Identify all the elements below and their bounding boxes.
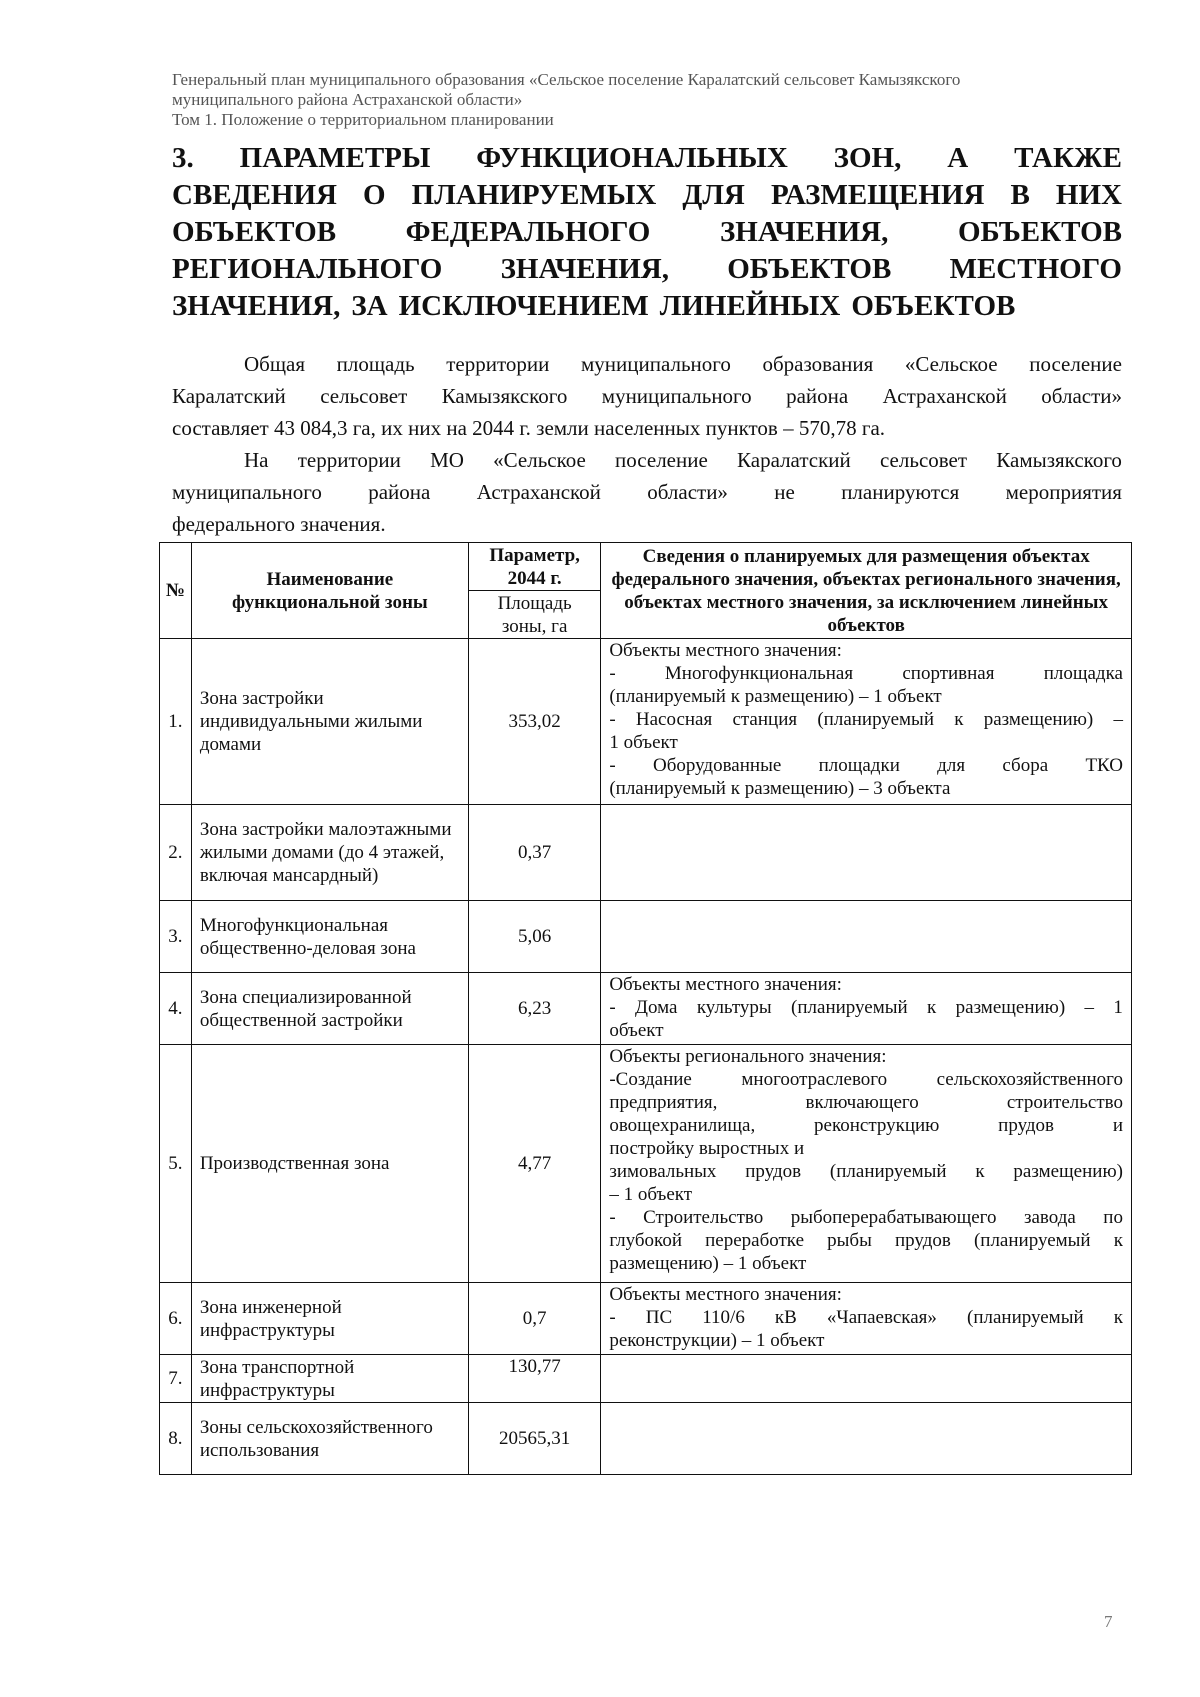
planned-object-word: размещению) [983,709,1094,730]
planned-object-line: постройку выростных и [609,1138,805,1159]
paragraph-line [172,508,1122,540]
paragraph-word: района [786,384,849,408]
paragraph-line [172,412,1122,444]
paragraph-word: муниципального [581,352,731,376]
heading-word: ДЛЯ [682,179,745,211]
table-row [160,973,1132,1045]
heading-word: ЛИНЕЙНЫХ [659,290,841,322]
heading-line [172,288,1122,325]
heading-word: РАЗМЕЩЕНИЯ [770,179,985,211]
paragraph-word: района [368,480,431,504]
heading-word: ИСКЛЮЧЕНИЕМ [398,290,649,322]
zone-planned-objects [601,973,1132,1045]
zone-number: 7. [160,1355,192,1403]
planned-object-line: – 1 объект [609,1184,693,1205]
planned-object-word: ПС [645,1307,673,1328]
heading-line [172,140,1122,177]
zone-name: Производственная зона [191,1045,468,1283]
table-row [160,1355,1132,1403]
table-row [160,1045,1132,1283]
planned-object-word: сельскохозяйственного [936,1069,1123,1090]
col-header-area: Площадь зоны, га [468,591,600,639]
col-header-name: Наименование функциональной зоны [191,543,468,639]
planned-object-line [609,1160,1123,1183]
planned-object-word: (планируемый [973,1230,1091,1251]
heading-word: ОБЪЕКТОВ [851,290,1016,322]
page-number: 7 [1104,1612,1113,1631]
planned-object-word: - [609,709,616,730]
planned-object-word: прудов [745,1161,802,1182]
zone-name: Зона застройки индивидуальными жилыми домами [191,639,468,805]
heading-word: В [1010,179,1030,211]
planned-object-word: - [609,1307,616,1328]
planned-object-word: (планируемый [817,709,934,730]
planned-object-word: Оборудованные [652,755,782,776]
planned-object-word: рыбоперерабатывающего [790,1207,997,1228]
body-text [172,348,1122,540]
planned-object-word: Насосная [635,709,713,730]
planned-object-line [609,754,1123,777]
heading-word: О [363,179,386,211]
paragraph-word: «Сельское [904,352,998,376]
planned-object-line [609,662,1123,685]
planned-object-word: к [1113,1230,1123,1251]
paragraph-word: Астраханской [882,384,1007,408]
heading-word: МЕСТНОГО [949,253,1122,285]
paragraph-word: территории [446,352,550,376]
col-header-param: Параметр, 2044 г. [468,543,600,591]
paragraph-word: Общая [244,352,306,376]
paragraph-word: Каралатский [172,384,286,408]
paragraph-word: территории [297,448,401,472]
zone-planned-objects [601,1355,1132,1403]
planned-object-line [609,1091,1123,1114]
zone-area: 130,77 [468,1355,600,1403]
paragraph-line [172,444,1122,476]
heading-word: А [947,142,969,174]
col-header-info: Сведения о планируемых для размещения объектах федерального значения, объектах регионального значения, объектах местного значения, за исключением линейных объектов [601,543,1132,639]
zone-number: 5. [160,1045,192,1283]
planned-object-line [609,708,1123,731]
planned-object-word: станция [732,709,798,730]
heading-word: СВЕДЕНИЯ [172,179,337,211]
zone-number: 4. [160,973,192,1045]
paragraph-word: сельсовет [320,384,408,408]
paragraph-word: муниципального [601,384,752,408]
paragraph-word: муниципального [172,480,322,504]
planned-object-line [609,1114,1123,1137]
heading-line [172,214,1122,251]
planned-object-word: Многофункциональная [664,663,854,684]
heading-line [172,177,1122,214]
paragraph-word: мероприятия [1005,480,1122,504]
planned-object-word: спортивная [902,663,995,684]
planned-object-word: (планируемый [829,1161,947,1182]
zone-area: 4,77 [468,1045,600,1283]
section-heading [172,140,1122,325]
planned-object-word: предприятия, [609,1092,718,1113]
header-line: Том 1. Положение о территориальном планировании [172,110,554,129]
table-row [160,1283,1132,1355]
paragraph-word: федерального значения. [172,512,386,536]
paragraph-word: На [244,448,269,472]
zone-number: 1. [160,639,192,805]
heading-word: ЗНАЧЕНИЯ, [172,290,341,322]
planned-object-word: к [1113,1307,1123,1328]
paragraph-word: Камызякского [441,384,568,408]
col-header-number: № [160,543,192,639]
planned-object-line [609,1068,1123,1091]
zone-name: Зоны сельскохозяйственного использования [191,1403,468,1475]
planned-object-word: переработке [705,1230,805,1251]
paragraph-word: сельсовет [879,448,968,472]
heading-word: ЗНАЧЕНИЯ, [719,216,889,248]
paragraph-word: поселение [1029,352,1122,376]
planned-object-word: Строительство [643,1207,764,1228]
paragraph-word: Астраханской [476,480,601,504]
planned-object-word: - [609,1207,616,1228]
zone-area: 0,7 [468,1283,600,1355]
planned-object-word: реконструкцию [814,1115,940,1136]
planned-object-word: и [1112,1115,1123,1136]
planned-object-word: к [954,709,964,730]
planned-object-word: – [1084,997,1095,1018]
zone-planned-objects [601,1045,1132,1283]
planned-object-word: глубокой [609,1230,682,1251]
table-body [160,639,1132,1475]
planned-object-line: Объекты местного значения: [609,1284,842,1305]
zone-planned-objects [601,1403,1132,1475]
zone-name: Многофункциональная общественно-деловая зона [191,901,468,973]
planned-object-word: сбора [1002,755,1049,776]
paragraph-line [172,476,1122,508]
heading-word: ФУНКЦИОНАЛЬНЫХ [476,142,788,174]
planned-object-line [609,1206,1123,1229]
planned-object-word: площадка [1043,663,1123,684]
zone-name: Зона застройки малоэтажными жилыми домами (до 4 этажей, включая мансардный) [191,805,468,901]
planned-object-word: 110/6 [702,1307,745,1328]
planned-object-line [609,1306,1123,1329]
zone-planned-objects [601,805,1132,901]
planned-object-line: объект [609,1020,664,1041]
zone-number: 2. [160,805,192,901]
zone-area: 20565,31 [468,1403,600,1475]
table-row [160,805,1132,901]
table-row [160,901,1132,973]
zone-name: Зона инженерной инфраструктуры [191,1283,468,1355]
heading-word: ПЛАНИРУЕМЫХ [411,179,657,211]
planned-object-word: для [937,755,966,776]
planned-object-word: – [1113,709,1123,730]
functional-zones-table [159,542,1132,1475]
table-header-row [160,543,1132,591]
planned-object-line: 1 объект [609,732,678,753]
planned-object-word: прудов [998,1115,1055,1136]
planned-object-line [609,1229,1123,1252]
paragraph-line [172,380,1122,412]
planned-object-word: площадки [818,755,900,776]
zone-number: 6. [160,1283,192,1355]
planned-object-word: овощехранилища, [609,1115,756,1136]
heading-word: 3. [172,142,194,174]
heading-word: ТАКЖЕ [1014,142,1122,174]
planned-object-word: Дома [635,997,678,1018]
heading-word: ЗА [351,290,388,322]
zone-planned-objects [601,639,1132,805]
paragraph-word: не [774,480,795,504]
heading-word: НИХ [1055,179,1122,211]
zone-area: 5,06 [468,901,600,973]
planned-object-word: строительство [1006,1092,1123,1113]
planned-object-word: многоотраслевого [741,1069,888,1090]
heading-word: ПАРАМЕТРЫ [239,142,431,174]
planned-object-word: 1 [1113,997,1123,1018]
planned-object-word: - [609,997,616,1018]
planned-object-line: размещению) – 1 объект [609,1253,807,1274]
zone-area: 6,23 [468,973,600,1045]
paragraph-word: Камызякского [996,448,1122,472]
paragraph-word: планируются [841,480,960,504]
heading-word: ФЕДЕРАЛЬНОГО [405,216,651,248]
zone-name: Зона специализированной общественной застройки [191,973,468,1045]
heading-word: ЗНАЧЕНИЯ, [500,253,669,285]
planned-object-word: размещению) [1013,1161,1123,1182]
planned-object-word: - [609,755,616,776]
zone-number: 3. [160,901,192,973]
heading-word: ОБЪЕКТОВ [172,216,337,248]
zone-planned-objects [601,901,1132,973]
planned-object-line: Объекты местного значения: [609,640,842,661]
paragraph-word: поселение [615,448,708,472]
planned-object-word: размещению) [955,997,1066,1018]
planned-object-word: включающего [805,1092,919,1113]
table-row [160,1403,1132,1475]
planned-object-line: Объекты местного значения: [609,974,842,995]
planned-object-word: (планируемый [967,1307,1084,1328]
planned-object-word: культуры [696,997,772,1018]
zone-area: 353,02 [468,639,600,805]
planned-object-word: к [975,1161,985,1182]
planned-object-word: по [1103,1207,1123,1228]
header-line: муниципального района Астраханской области» [172,90,523,109]
planned-object-line: Объекты регионального значения: [609,1046,887,1067]
table-row [160,639,1132,805]
heading-word: ОБЪЕКТОВ [957,216,1122,248]
heading-word: РЕГИОНАЛЬНОГО [172,253,443,285]
planned-object-word: -Создание [609,1069,692,1090]
paragraph-line [172,348,1122,380]
planned-object-word: - [609,663,616,684]
planned-object-word: (планируемый [791,997,908,1018]
heading-word: ЗОН, [833,142,902,174]
planned-object-line: (планируемый к размещению) – 3 объекта [609,778,951,799]
planned-object-word: к [927,997,937,1018]
planned-object-line: (планируемый к размещению) – 1 объект [609,686,942,707]
paragraph-word: Каралатский [737,448,851,472]
planned-object-word: ТКО [1085,755,1123,776]
zone-number: 8. [160,1403,192,1475]
planned-object-word: рыбы [827,1230,872,1251]
planned-object-word: кВ [774,1307,797,1328]
paragraph-word: образования [762,352,874,376]
planned-object-word: прудов [894,1230,951,1251]
running-header [172,70,1122,130]
paragraph-word: области» [1041,384,1122,408]
zone-name: Зона транспортной инфраструктуры [191,1355,468,1403]
planned-object-word: зимовальных [609,1161,717,1182]
heading-line [172,251,1122,288]
zone-planned-objects [601,1283,1132,1355]
paragraph-word: МО [430,448,464,472]
planned-object-word: завода [1023,1207,1076,1228]
heading-word: ОБЪЕКТОВ [727,253,892,285]
header-line: Генеральный план муниципального образования «Сельское поселение Каралатский сельсовет Камызякского [172,70,961,89]
paragraph-word: области» [647,480,728,504]
paragraph-word: составляет 43 084,3 га, их них на 2044 г. земли населенных пунктов – 570,78 га. [172,416,886,440]
paragraph-word: площадь [336,352,415,376]
paragraph-word: «Сельское [493,448,586,472]
planned-object-line: реконструкции) – 1 объект [609,1330,825,1351]
zone-area: 0,37 [468,805,600,901]
planned-object-word: «Чапаевская» [826,1307,937,1328]
planned-object-line [609,996,1123,1019]
